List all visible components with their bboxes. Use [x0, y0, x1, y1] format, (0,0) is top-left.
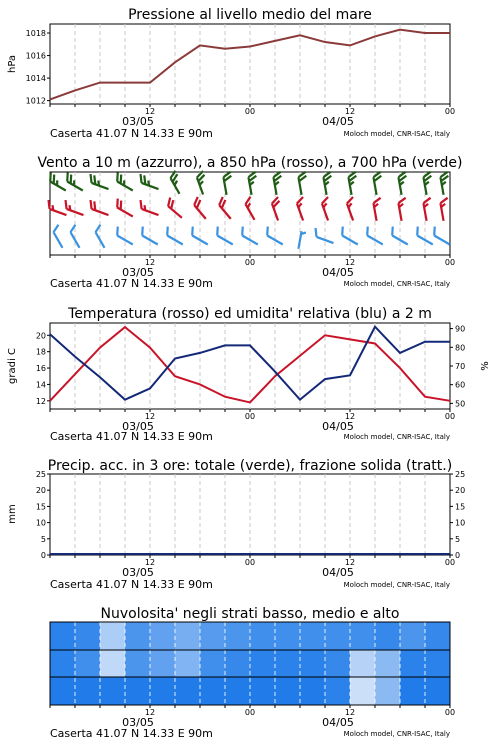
wind-hour-label: 12 — [344, 258, 356, 267]
pressure-y-axis — [26, 29, 50, 106]
precipitation-y-tick-label-right: 25 — [455, 470, 466, 479]
cloud-cell — [225, 622, 251, 650]
humidity-y-tick-label: 70 — [455, 362, 466, 371]
cloud-cell — [200, 677, 226, 705]
cloud-cell — [325, 677, 351, 705]
precipitation-y-axis-right — [450, 470, 465, 560]
pressure-y-tick-label: 1018 — [25, 29, 46, 39]
cloud-cell — [50, 622, 76, 650]
temperature-y-tick-label: 20 — [35, 331, 46, 341]
temperature-y-tick-label: 16 — [35, 364, 46, 374]
wind-x-axis — [50, 255, 455, 279]
pressure-y-tick-label: 1012 — [25, 96, 46, 106]
cloud-model-credit: Moloch model, CNR-ISAC, Italy — [343, 730, 450, 738]
pressure-panel — [7, 7, 455, 140]
cloud-location: Caserta 41.07 N 14.33 E 90m — [50, 727, 213, 740]
cloud-cell — [375, 622, 401, 650]
cloud-cell — [225, 650, 251, 677]
pressure-y-tick-label: 1014 — [25, 74, 46, 84]
cloud-cell — [75, 677, 101, 705]
precipitation-y-axis — [36, 470, 50, 560]
pressure-hour-label: 12 — [344, 107, 356, 116]
cloud-cell — [350, 622, 376, 650]
cloud-x-axis — [50, 705, 455, 729]
temperature-y-label: gradi C — [7, 348, 18, 384]
pressure-date-label: 04/05 — [322, 115, 354, 128]
cloud-hour-label: 12 — [344, 708, 356, 717]
cloud-cell — [150, 622, 176, 650]
cloud-cell — [250, 622, 276, 650]
temperature-y-tick-label: 12 — [35, 396, 46, 406]
cloud-cell — [300, 622, 326, 650]
wind-date-label: 04/05 — [322, 266, 354, 279]
cloud-cell — [175, 677, 201, 705]
precipitation-y-tick-label: 10 — [35, 518, 46, 528]
pressure-location: Caserta 41.07 N 14.33 E 90m — [50, 127, 213, 140]
cloud-cell — [325, 650, 351, 677]
cloud-cell — [100, 650, 126, 677]
precipitation-y-tick-label-right: 15 — [455, 502, 466, 512]
pressure-date-label: 03/05 — [122, 115, 154, 128]
wind-hour-label: 00 — [444, 258, 456, 267]
cloud-cell — [250, 677, 276, 705]
precipitation-y-tick-label: 0 — [40, 551, 46, 560]
cloud-cell — [150, 650, 176, 677]
precipitation-y-label: mm — [7, 504, 18, 524]
wind-title: Vento a 10 m (azzurro), a 850 hPa (rosso), a 700 hPa (verde) — [37, 155, 463, 171]
cloud-cell — [125, 650, 151, 677]
cloud-hour-label: 00 — [244, 708, 256, 717]
precipitation-model-credit: Moloch model, CNR-ISAC, Italy — [343, 581, 450, 589]
precipitation-y-tick-label-right: 5 — [455, 534, 461, 544]
cloud-cell — [425, 622, 451, 650]
temperature-hour-label: 00 — [444, 412, 456, 421]
cloud-cell — [400, 622, 426, 650]
cloud-cell — [150, 677, 176, 705]
precipitation-y-tick-label-right: 10 — [455, 518, 466, 528]
cloud-date-label: 04/05 — [322, 716, 354, 729]
precipitation-title: Precip. acc. in 3 ore: totale (verde), frazione solida (tratt.) — [47, 458, 453, 474]
cloud-cell — [425, 677, 451, 705]
pressure-hour-label: 00 — [444, 107, 456, 116]
cloud-cell — [75, 650, 101, 677]
wind-hour-label: 12 — [144, 258, 156, 267]
pressure-y-tick-label: 1016 — [25, 51, 46, 61]
wind-date-label: 03/05 — [122, 266, 154, 279]
humidity-y-axis — [450, 325, 465, 409]
temperature-y-tick-label: 14 — [35, 380, 46, 390]
temperature-panel — [7, 306, 491, 443]
cloud-cell — [75, 622, 101, 650]
precipitation-hour-label: 12 — [144, 558, 156, 567]
temperature-hour-label: 00 — [244, 412, 256, 421]
wind-model-credit: Moloch model, CNR-ISAC, Italy — [343, 280, 450, 288]
precipitation-hour-label: 00 — [244, 558, 256, 567]
cloud-cell — [275, 677, 301, 705]
precipitation-y-tick-label-right: 20 — [455, 486, 466, 496]
cloud-cell — [375, 650, 401, 677]
precipitation-date-label: 04/05 — [322, 566, 354, 579]
cloud-cell — [200, 622, 226, 650]
cloud-hour-label: 00 — [444, 708, 456, 717]
cloud-cell — [350, 650, 376, 677]
cloud-cell — [250, 650, 276, 677]
temperature-location: Caserta 41.07 N 14.33 E 90m — [50, 430, 213, 443]
precipitation-plot — [50, 553, 450, 555]
temperature-model-credit: Moloch model, CNR-ISAC, Italy — [343, 433, 450, 441]
cloud-cell — [275, 622, 301, 650]
precipitation-y-tick-label: 5 — [40, 534, 46, 544]
pressure-hour-label: 12 — [144, 107, 156, 116]
humidity-y-label: % — [480, 361, 491, 371]
cloud-cell — [100, 622, 126, 650]
cloud-cell — [400, 650, 426, 677]
wind-hour-label: 00 — [244, 258, 256, 267]
pressure-hour-label: 00 — [244, 107, 256, 116]
temperature-title: Temperatura (rosso) ed umidita' relativa (blu) a 2 m — [68, 306, 432, 322]
precipitation-y-tick-label: 25 — [35, 470, 46, 479]
cloud-title: Nuvolosita' negli strati basso, medio e alto — [100, 606, 400, 622]
cloud-cell — [125, 677, 151, 705]
wind-location: Caserta 41.07 N 14.33 E 90m — [50, 277, 213, 290]
precipitation-location: Caserta 41.07 N 14.33 E 90m — [50, 578, 213, 591]
cloud-cell — [350, 677, 376, 705]
cloud-panel — [50, 606, 455, 740]
temperature-hour-label: 12 — [144, 412, 156, 421]
cloud-cell — [175, 650, 201, 677]
humidity-y-tick-label: 50 — [455, 399, 466, 409]
temperature-date-label: 03/05 — [122, 420, 154, 433]
cloud-cell — [400, 677, 426, 705]
temperature-date-label: 04/05 — [322, 420, 354, 433]
precipitation-panel — [7, 458, 465, 591]
temperature-y-axis — [36, 331, 50, 406]
cloud-cell — [300, 677, 326, 705]
cloud-cell — [425, 650, 451, 677]
cloud-hour-label: 12 — [144, 708, 156, 717]
temperature-y-tick-label: 18 — [35, 347, 46, 357]
cloud-cell — [275, 650, 301, 677]
temperature-hour-label: 12 — [344, 412, 356, 421]
cloud-cell — [100, 677, 126, 705]
cloud-cell — [175, 622, 201, 650]
cloud-cell — [50, 650, 76, 677]
precipitation-date-label: 03/05 — [122, 566, 154, 579]
cloud-date-label: 03/05 — [122, 716, 154, 729]
precipitation-x-axis — [50, 555, 455, 579]
cloud-cell — [300, 650, 326, 677]
cloud-cell — [375, 677, 401, 705]
pressure-plot-frame — [50, 24, 450, 104]
precipitation-y-tick-label: 20 — [35, 486, 46, 496]
wind-panel — [37, 155, 462, 290]
pressure-y-label: hPa — [7, 54, 18, 74]
precipitation-y-tick-label: 15 — [35, 502, 46, 512]
humidity-y-tick-label: 60 — [455, 380, 466, 390]
cloud-cell — [225, 677, 251, 705]
precipitation-hour-label: 00 — [444, 558, 456, 567]
cloud-cell — [50, 677, 76, 705]
precipitation-y-tick-label-right: 0 — [455, 551, 461, 560]
cloud-cell — [200, 650, 226, 677]
humidity-y-tick-label: 90 — [455, 324, 466, 334]
pressure-title: Pressione al livello medio del mare — [128, 7, 372, 23]
pressure-model-credit: Moloch model, CNR-ISAC, Italy — [343, 130, 450, 138]
pressure-x-axis — [50, 104, 455, 128]
cloud-cell — [325, 622, 351, 650]
cloud-cell — [125, 622, 151, 650]
precipitation-hour-label: 12 — [344, 558, 356, 567]
humidity-y-tick-label: 80 — [455, 343, 466, 353]
precipitation-plot-frame — [50, 474, 450, 555]
